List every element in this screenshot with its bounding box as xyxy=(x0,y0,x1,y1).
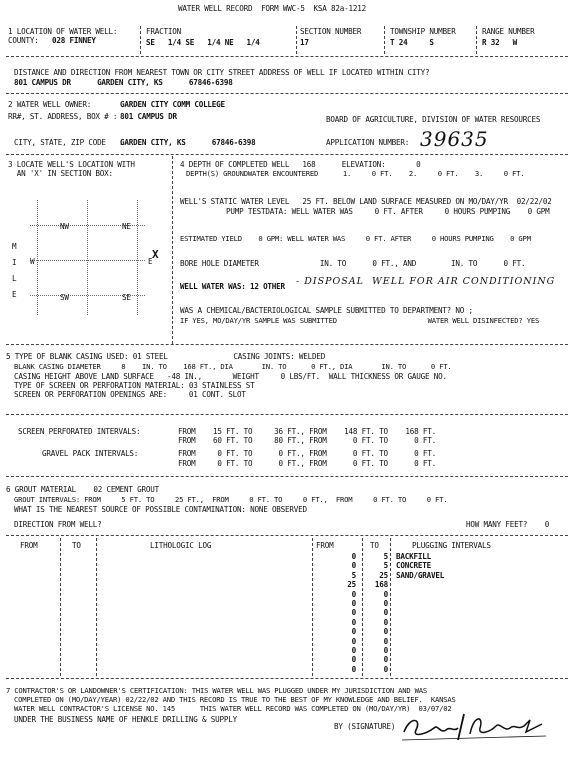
log-row-from: 0 xyxy=(351,552,356,561)
log-row-from: 0 xyxy=(351,561,356,571)
fraction-value: SE 1/4 SE 1/4 NE 1/4 xyxy=(146,38,260,47)
log-row-to: 5 xyxy=(383,552,388,561)
fraction-label: FRACTION xyxy=(146,27,181,36)
log-row-description: BACKFILL xyxy=(396,552,431,561)
how-many-feet: HOW MANY FEET? 0 xyxy=(466,520,550,529)
cert-line-2: COMPLETED ON (MO/DAY/YEAR) 02/22/02 AND THIS RECORD IS TRUE TO THE BEST OF MY KNOWLEDGE AND BELIEF. KANSAS xyxy=(14,695,456,704)
log-header-to-2: TO xyxy=(370,541,379,550)
log-row-to: 25 xyxy=(379,570,388,580)
township-label: TOWNSHIP NUMBER xyxy=(390,27,456,36)
log-row-from: 0 xyxy=(351,655,356,665)
log-header-from-2: FROM xyxy=(316,541,334,550)
log-header-to: TO xyxy=(72,541,81,550)
log-row-from: 0 xyxy=(351,627,356,637)
distance-value: 801 CAMPUS DR GARDEN CITY, KS 67846-6398 xyxy=(14,78,233,87)
owner-name: GARDEN CITY COMM COLLEGE xyxy=(120,100,225,109)
log-row-from: 5 xyxy=(351,570,356,580)
depth-line: 4 DEPTH OF COMPLETED WELL 168 ELEVATION: 0 xyxy=(180,160,421,169)
county-label: COUNTY: xyxy=(8,36,39,45)
log-row-from: 0 xyxy=(351,664,356,674)
range-label: RANGE NUMBER xyxy=(482,27,535,36)
mile-i: I xyxy=(12,258,17,267)
log-row-from: 0 xyxy=(351,646,356,655)
log-header-lithologic: LITHOLOGIC LOG xyxy=(150,541,212,550)
gravel-row-1: FROM 0 FT. TO 0 FT., FROM 0 FT. TO 0 FT. xyxy=(178,449,436,458)
log-row-description: CONCRETE xyxy=(396,561,431,571)
mile-l: L xyxy=(12,274,17,283)
screen-openings: SCREEN OR PERFORATION OPENINGS ARE: 01 CONT. SLOT xyxy=(14,390,246,399)
signature-label: BY (SIGNATURE) xyxy=(334,722,396,731)
screen-row-2: FROM 60 FT. TO 80 FT., FROM 0 FT. TO 0 FT. xyxy=(178,436,436,445)
log-row-from: 0 xyxy=(351,617,356,627)
e-label: E xyxy=(148,257,153,266)
sw-label: SW xyxy=(60,293,69,302)
log-row-to: 0 xyxy=(383,627,388,637)
log-row-to: 0 xyxy=(383,646,388,655)
owner-label: 2 WATER WELL OWNER: xyxy=(8,100,92,109)
pump-test: PUMP TESTDATA: WELL WATER WAS 0 FT. AFTER 0 HOURS PUMPING 0 GPM xyxy=(226,207,550,216)
log-row-from: 0 xyxy=(351,589,356,599)
board-text: BOARD OF AGRICULTURE, DIVISION OF WATER RESOURCES xyxy=(326,115,541,124)
distance-label: DISTANCE AND DIRECTION FROM NEAREST TOWN OR CITY STREET ADDRESS OF WELL IF LOCATED WITHIN CITY? xyxy=(14,68,430,77)
city-label: CITY, STATE, ZIP CODE : xyxy=(14,138,124,147)
city-value: GARDEN CITY, KS 67846-6398 xyxy=(120,138,256,147)
section-number-value: 17 xyxy=(300,38,309,47)
cert-line-3: WATER WELL CONTRACTOR'S LICENSE NO. 145 THIS WATER WELL RECORD WAS COMPLETED ON (MO/DAY/YR) 03/07/02 xyxy=(14,704,452,713)
ne-label: NE xyxy=(122,222,131,231)
casing-height: CASING HEIGHT ABOVE LAND SURFACE -48 IN., WEIGHT 0 LBS/FT. WALL THICKNESS OR GAUGE NO. xyxy=(14,372,447,381)
bore-hole: BORE HOLE DIAMETER IN. TO 0 FT., AND IN. TO 0 FT. xyxy=(180,259,526,268)
application-number: 39635 xyxy=(420,127,489,151)
application-label: APPLICATION NUMBER: xyxy=(326,138,410,147)
log-row-to: 0 xyxy=(383,608,388,618)
log-row-from: 0 xyxy=(351,599,356,608)
grout-intervals: GROUT INTERVALS: FROM 5 FT. TO 25 FT., FROM 0 FT. TO 0 FT., FROM 0 FT. TO 0 FT. xyxy=(14,495,448,504)
direction: DIRECTION FROM WELL? xyxy=(14,520,102,529)
signature-image xyxy=(400,710,550,744)
groundwater-line: DEPTH(S) GROUNDWATER ENCOUNTERED 1. 0 FT. 2. 0 FT. 3. 0 FT. xyxy=(186,169,525,178)
section-box xyxy=(12,190,162,340)
casing-type: 5 TYPE OF BLANK CASING USED: 01 STEEL CASING JOINTS: WELDED xyxy=(6,352,326,361)
form-title: WATER WELL RECORD FORM WWC-5 KSA 82a-1212 xyxy=(178,4,366,13)
chemical-sample: WAS A CHEMICAL/BACTERIOLOGICAL SAMPLE SUBMITTED TO DEPARTMENT? NO ; xyxy=(180,306,473,315)
w-label: W xyxy=(30,257,35,266)
well-use: WELL WATER WAS: 12 OTHER xyxy=(180,282,285,291)
log-row-from: 0 xyxy=(351,608,356,618)
range-value: R 32 W xyxy=(482,38,517,47)
well-x-mark: X xyxy=(152,248,159,261)
section-box-label: 3 LOCATE WELL'S LOCATION WITH AN 'X' IN SECTION BOX: xyxy=(8,160,135,178)
log-row-to: 5 xyxy=(383,561,388,571)
log-header-plugging: PLUGGING INTERVALS xyxy=(412,541,491,550)
log-row-to: 0 xyxy=(383,617,388,627)
log-row-to: 168 xyxy=(374,580,388,590)
log-header-from: FROM xyxy=(20,541,38,550)
well-use-handwritten: - DISPOSAL WELL FOR AIR CONDITIONING xyxy=(296,276,556,287)
screen-row-1: FROM 15 FT. TO 36 FT., FROM 148 FT. TO 168 FT. xyxy=(178,427,436,436)
log-row-to: 0 xyxy=(383,664,388,674)
log-row-to: 0 xyxy=(383,599,388,608)
log-row-description: SAND/GRAVEL xyxy=(396,570,445,580)
screen-label: SCREEN PERFORATED INTERVALS: xyxy=(18,427,141,436)
cert-line-1: 7 CONTRACTOR'S OR LANDOWNER'S CERTIFICATION: THIS WATER WELL WAS PLUGGED UNDER MY JURISDICTION AND WAS xyxy=(6,686,427,695)
township-value: T 24 S xyxy=(390,38,434,47)
log-row-to: 0 xyxy=(383,589,388,599)
gravel-row-2: FROM 0 FT. TO 0 FT., FROM 0 FT. TO 0 FT. xyxy=(178,459,436,468)
log-row-to: 0 xyxy=(383,636,388,646)
mile-m: M xyxy=(12,242,17,251)
address-label: RR#, ST. ADDRESS, BOX # : xyxy=(8,112,118,121)
estimated-yield: ESTIMATED YIELD 0 GPM: WELL WATER WAS 0 FT. AFTER 0 HOURS PUMPING 0 GPM xyxy=(180,234,531,243)
address-value: 801 CAMPUS DR xyxy=(120,112,177,121)
log-row-to: 0 xyxy=(383,655,388,665)
screen-material: TYPE OF SCREEN OR PERFORATION MATERIAL: 03 STAINLESS ST xyxy=(14,381,255,390)
county-value: 028 FINNEY xyxy=(52,36,96,45)
section-number-label: SECTION NUMBER xyxy=(300,27,362,36)
sample-submitted: IF YES, MO/DAY/YR SAMPLE WAS SUBMITTED WATER WELL DISINFECTED? YES xyxy=(180,316,540,325)
gravel-label: GRAVEL PACK INTERVALS: xyxy=(42,449,139,458)
casing-diameter: BLANK CASING DIAMETER 8 IN. TO 168 FT., DIA IN. TO 0 FT., DIA IN. TO 0 FT. xyxy=(14,362,452,371)
grout-material: 6 GROUT MATERIAL 02 CEMENT GROUT xyxy=(6,485,160,494)
log-row-from: 25 xyxy=(347,580,356,590)
nw-label: NW xyxy=(60,222,69,231)
log-row-from: 0 xyxy=(351,636,356,646)
contamination: WHAT IS THE NEAREST SOURCE OF POSSIBLE CONTAMINATION: NONE OBSERVED xyxy=(14,505,307,514)
mile-e: E xyxy=(12,290,17,299)
location-label: 1 LOCATION OF WATER WELL: xyxy=(8,27,118,36)
static-level: WELL'S STATIC WATER LEVEL 25 FT. BELOW LAND SURFACE MEASURED ON MO/DAY/YR 02/22/02 xyxy=(180,197,552,206)
se-label: SE xyxy=(122,293,131,302)
cert-business: UNDER THE BUSINESS NAME OF HENKLE DRILLING & SUPPLY xyxy=(14,715,237,724)
